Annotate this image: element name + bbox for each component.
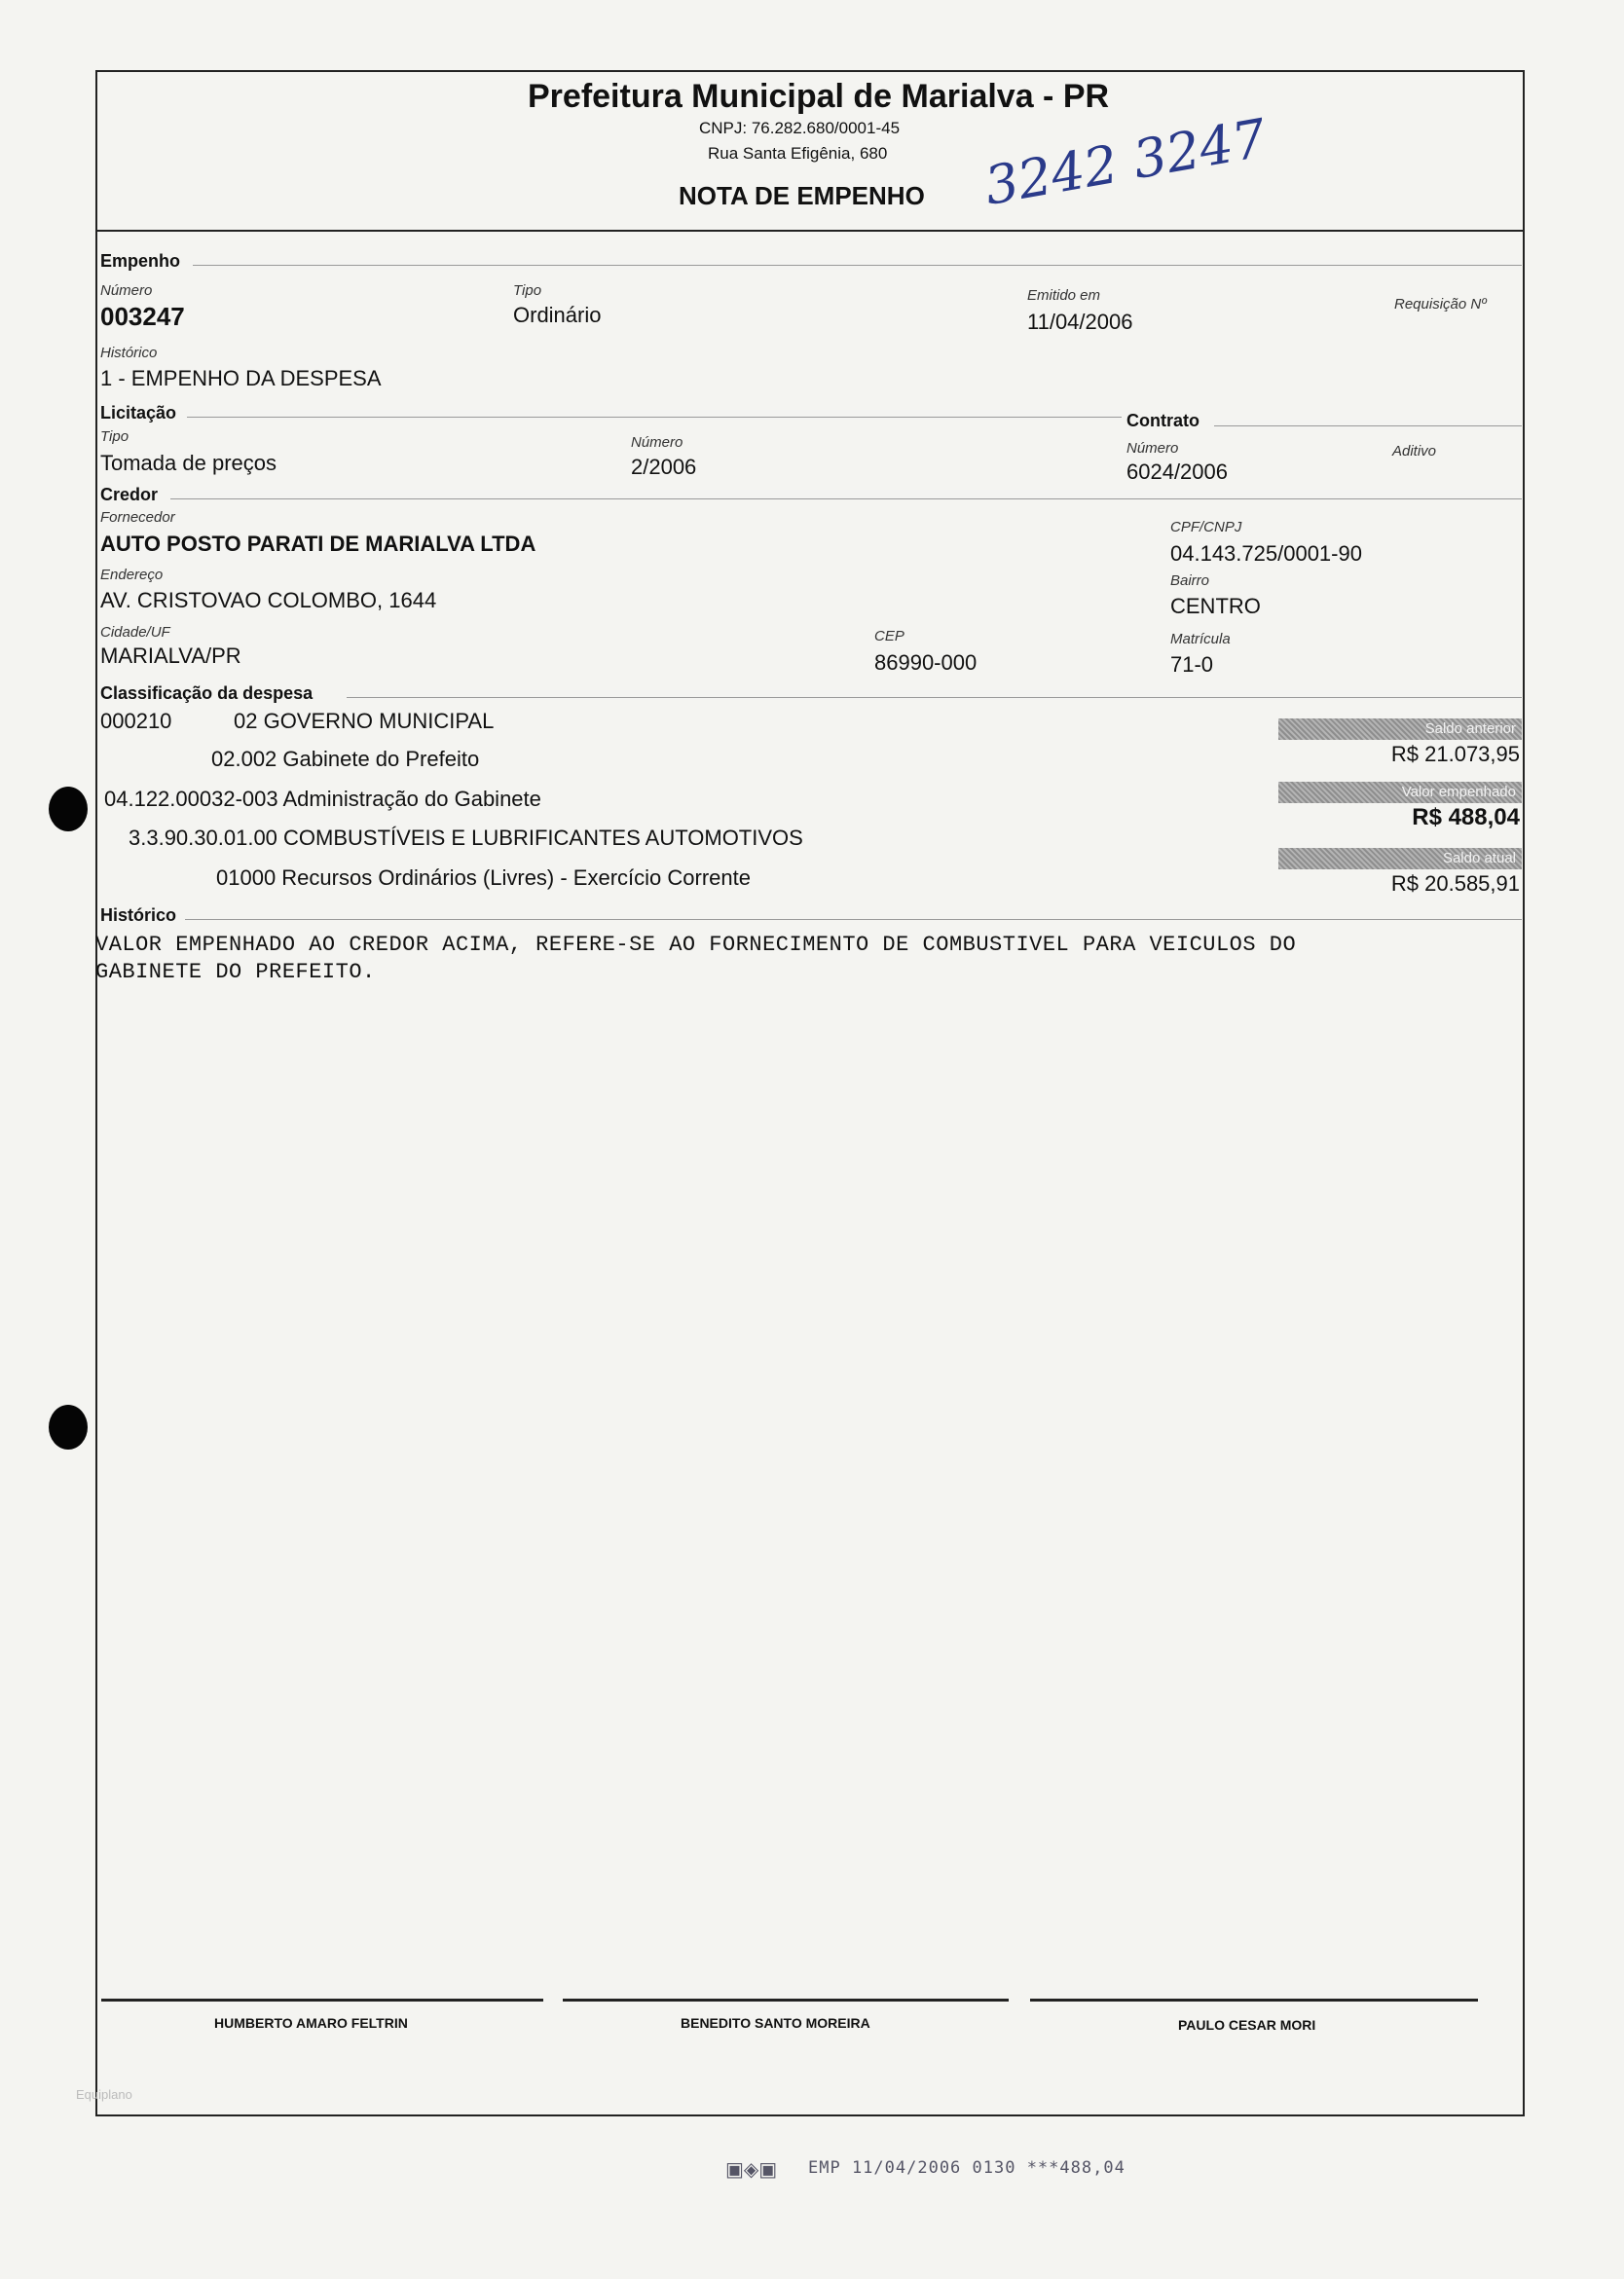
- section-empenho: Empenho: [100, 251, 181, 271]
- doc-title: NOTA DE EMPENHO: [679, 181, 925, 210]
- section-rule: [193, 265, 1522, 266]
- empenho-historico: 1 - EMPENHO DA DESPESA: [100, 366, 382, 390]
- credor-cidade: MARIALVA/PR: [100, 643, 241, 668]
- signature-name-2: BENEDITO SANTO MOREIRA: [681, 2015, 870, 2031]
- section-classificacao: Classificação da despesa: [100, 683, 314, 703]
- signature-line: [101, 1999, 543, 2002]
- signature-line: [563, 1999, 1009, 2002]
- empenho-tipo: Ordinário: [513, 303, 602, 327]
- cnpj-label: CPF/CNPJ: [1170, 519, 1242, 535]
- section-contrato: Contrato: [1126, 411, 1200, 430]
- classificacao-unidade: 02.002 Gabinete do Prefeito: [211, 747, 480, 771]
- empenho-numero: 003247: [100, 302, 185, 331]
- header-address: Rua Santa Efigênia, 680: [708, 144, 888, 163]
- empenho-historico-label: Histórico: [100, 345, 158, 361]
- punch-hole: [49, 787, 88, 831]
- bairro-label: Bairro: [1170, 572, 1210, 589]
- emitido-date: 11/04/2006: [1027, 310, 1133, 334]
- software-watermark: Equiplano: [76, 2087, 132, 2102]
- section-credor: Credor: [100, 485, 159, 504]
- aditivo-label: Aditivo: [1392, 443, 1437, 459]
- saldo-anterior-value: R$ 21.073,95: [1390, 742, 1520, 766]
- requisicao-label: Requisição Nº: [1394, 296, 1487, 312]
- punch-hole: [49, 1405, 88, 1450]
- section-rule: [185, 919, 1522, 920]
- credor-matricula: 71-0: [1170, 652, 1214, 677]
- classificacao-code: 000210: [100, 709, 172, 733]
- classificacao-funcional: 04.122.00032-003 Administração do Gabinete: [104, 787, 541, 811]
- section-rule: [1214, 425, 1522, 426]
- classificacao-elemento: 3.3.90.30.01.00 COMBUSTÍVEIS E LUBRIFICANTES AUTOMOTIVOS: [129, 826, 803, 850]
- cidade-label: Cidade/UF: [100, 624, 170, 641]
- fornecedor-name: AUTO POSTO PARATI DE MARIALVA LTDA: [100, 532, 536, 556]
- valor-empenhado-label: Valor empenhado: [1278, 782, 1522, 803]
- licitacao-tipo-label: Tipo: [100, 428, 129, 445]
- licitacao-numero: 2/2006: [631, 455, 697, 479]
- signature-line: [1030, 1999, 1478, 2002]
- cep-label: CEP: [874, 628, 904, 644]
- fornecedor-label: Fornecedor: [100, 509, 175, 526]
- historico-line-2: GABINETE DO PREFEITO.: [95, 960, 376, 984]
- section-licitacao: Licitação: [100, 403, 177, 423]
- credor-cnpj: 04.143.725/0001-90: [1170, 541, 1362, 566]
- saldo-anterior-label: Saldo anterior: [1278, 718, 1522, 740]
- licitacao-numero-label: Número: [631, 434, 683, 451]
- signature-name-1: HUMBERTO AMARO FELTRIN: [214, 2015, 408, 2031]
- classificacao-orgao: 02 GOVERNO MUNICIPAL: [234, 709, 495, 733]
- endereco-label: Endereço: [100, 567, 164, 583]
- matricula-label: Matrícula: [1170, 631, 1231, 647]
- contrato-numero-label: Número: [1126, 440, 1179, 457]
- section-rule: [187, 417, 1122, 418]
- valor-empenhado-value: R$ 488,04: [1412, 804, 1520, 830]
- credor-bairro: CENTRO: [1170, 594, 1261, 618]
- credor-cep: 86990-000: [874, 650, 978, 675]
- section-rule: [170, 498, 1522, 499]
- saldo-atual-value: R$ 20.585,91: [1390, 871, 1520, 896]
- emitido-label: Emitido em: [1027, 287, 1101, 304]
- signature-name-3: PAULO CESAR MORI: [1178, 2017, 1316, 2033]
- section-rule: [347, 697, 1522, 698]
- empenho-numero-label: Número: [100, 282, 153, 299]
- licitacao-tipo: Tomada de preços: [100, 451, 277, 475]
- saldo-atual-label: Saldo atual: [1278, 848, 1522, 869]
- header-divider: [95, 230, 1525, 232]
- handwritten-annotation: 3242 3247: [979, 107, 1272, 217]
- header-cnpj: CNPJ: 76.282.680/0001-45: [699, 119, 901, 137]
- section-historico: Histórico: [100, 905, 177, 925]
- credor-endereco: AV. CRISTOVAO COLOMBO, 1644: [100, 588, 437, 612]
- classificacao-recurso: 01000 Recursos Ordinários (Livres) - Exercício Corrente: [216, 865, 751, 890]
- page-title: Prefeitura Municipal de Marialva - PR: [528, 78, 1110, 115]
- stamp-logo-icon: ▣◈▣: [725, 2159, 778, 2181]
- contrato-numero: 6024/2006: [1126, 459, 1228, 484]
- empenho-tipo-label: Tipo: [513, 282, 542, 299]
- historico-line-1: VALOR EMPENHADO AO CREDOR ACIMA, REFERE-SE AO FORNECIMENTO DE COMBUSTIVEL PARA VEICULOS DO: [95, 933, 1297, 957]
- machine-stamp: EMP 11/04/2006 0130 ***488,04: [808, 2158, 1126, 2178]
